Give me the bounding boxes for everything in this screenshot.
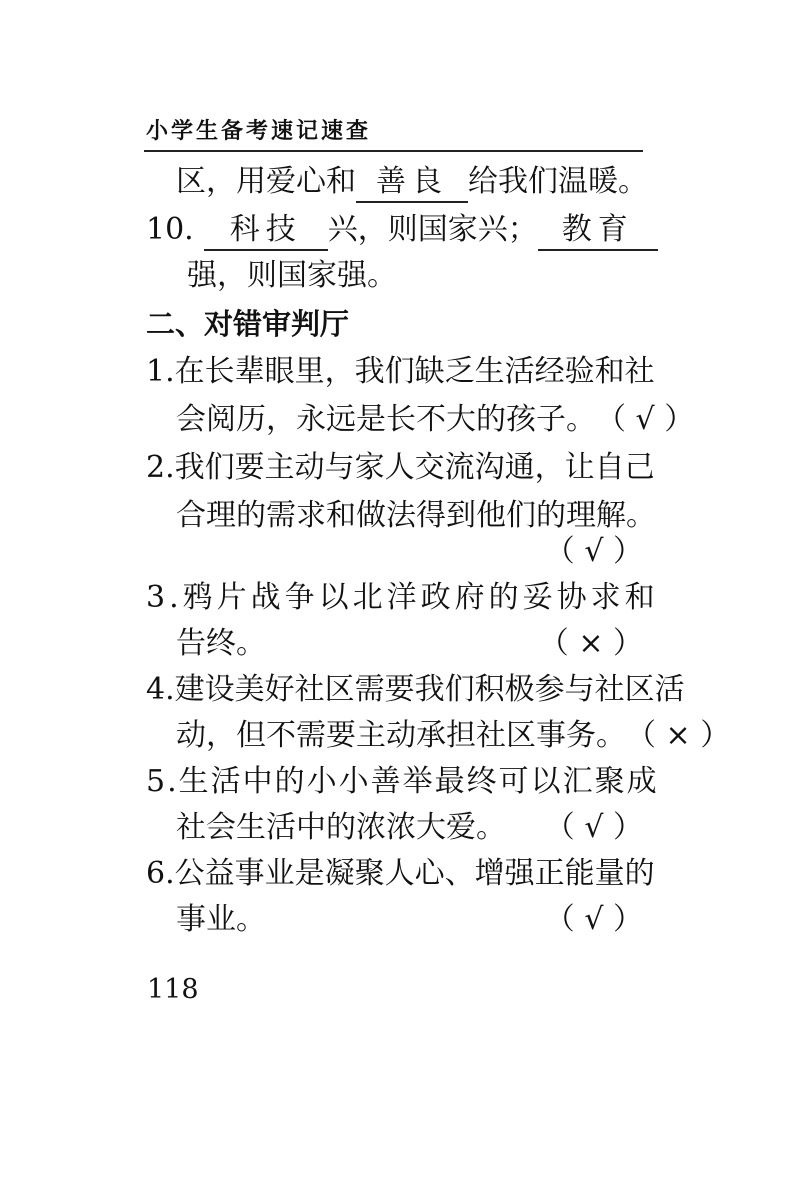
judge-item-2-answer: （ √ ） bbox=[544, 534, 643, 569]
q10-answer-blank-2: 教育 bbox=[538, 211, 658, 251]
judge-item-1-answer: （ √ ） bbox=[596, 402, 695, 437]
q10-text-mid: 兴，则国家兴； bbox=[327, 212, 538, 247]
q10-continuation: 强，则国家强。 bbox=[187, 258, 397, 293]
judge-item-3-text: 告终。 bbox=[176, 626, 266, 661]
q10-answer-blank-1: 科技 bbox=[204, 211, 328, 251]
judge-item-1-line2 bbox=[176, 398, 695, 442]
judge-item-4-line1: 4.建设美好社区需要我们积极参与社区活 bbox=[146, 672, 685, 707]
judge-item-5-line2 bbox=[176, 806, 643, 850]
judge-item-4-text: 动，但不需要主动承担社区事务。 bbox=[176, 718, 626, 753]
judge-item-6-line1: 6.公益事业是凝聚人心、增强正能量的 bbox=[146, 856, 655, 891]
judge-item-6-answer: （ √ ） bbox=[544, 902, 643, 937]
q10-line bbox=[146, 208, 643, 252]
judge-item-4-answer: （ × ） bbox=[626, 718, 731, 753]
header-rule bbox=[144, 150, 643, 152]
section-title: 二、对错审判厅 bbox=[146, 307, 350, 341]
judge-item-5-answer: （ √ ） bbox=[544, 810, 643, 845]
judge-item-2-line1: 2.我们要主动与家人交流沟通，让自己 bbox=[146, 450, 655, 485]
judge-item-5-text: 社会生活中的浓浓大爱。 bbox=[176, 810, 506, 845]
judge-item-6-text: 事业。 bbox=[176, 902, 266, 937]
q10-number: 10. bbox=[146, 212, 194, 247]
judge-item-3-line1: 3.鸦片战争以北洋政府的妥协求和 bbox=[146, 580, 659, 615]
judge-item-1-text: 会阅历，永远是长不大的孩子。 bbox=[176, 402, 596, 437]
judge-item-1-line1: 1.在长辈眼里，我们缺乏生活经验和社 bbox=[146, 354, 655, 389]
q9-continuation bbox=[176, 160, 648, 204]
judge-item-3-answer: （ × ） bbox=[538, 626, 643, 661]
judge-item-2-line2: 合理的需求和做法得到他们的理解。 bbox=[176, 498, 656, 533]
q9-text-before: 区，用爱心和 bbox=[176, 164, 356, 199]
judge-item-5-line1: 5.生活中的小小善举最终可以汇聚成 bbox=[146, 764, 659, 799]
page-header: 小学生备考速记速查 bbox=[146, 119, 372, 144]
judge-item-4-line2 bbox=[176, 714, 731, 758]
q9-answer-blank: 善良 bbox=[356, 163, 468, 203]
judge-item-3-line2 bbox=[176, 622, 643, 666]
judge-item-6-line2 bbox=[176, 898, 643, 942]
page-number: 118 bbox=[147, 974, 199, 1005]
q9-text-after: 给我们温暖。 bbox=[468, 164, 648, 199]
